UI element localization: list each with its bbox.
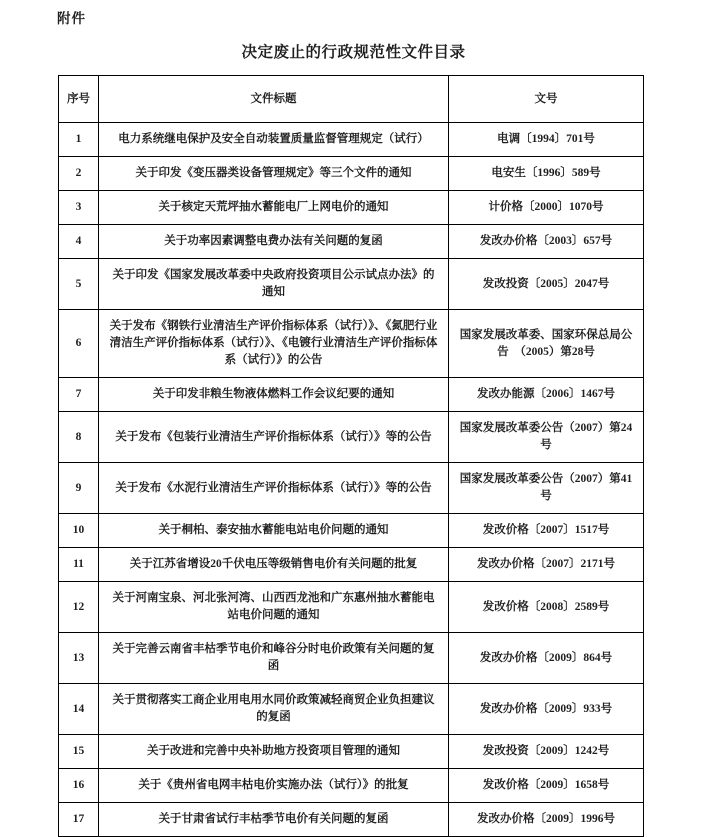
column-header-document-number: 文号 — [449, 76, 644, 123]
row-serial-number: 8 — [59, 412, 99, 463]
table-row — [59, 310, 644, 378]
table-row — [59, 735, 644, 769]
row-document-number: 发改投资〔2005〕2047号 — [449, 259, 644, 310]
row-document-title: 关于贯彻落实工商企业用电用水同价政策减轻商贸企业负担建议的复函 — [99, 684, 449, 735]
row-document-title: 关于发布《水泥行业清洁生产评价指标体系（试行）》等的公告 — [99, 463, 449, 514]
row-document-number: 国家发展改革委、国家环保总局公告 （2005）第28号 — [449, 310, 644, 378]
table-row — [59, 803, 644, 837]
row-document-title: 关于发布《钢铁行业清洁生产评价指标体系（试行）》、《氮肥行业清洁生产评价指标体系（试行）》、《电镀行业清洁生产评价指标体系（试行）》的公告 — [99, 310, 449, 378]
row-serial-number: 4 — [59, 225, 99, 259]
row-document-title: 关于桐柏、泰安抽水蓄能电站电价问题的通知 — [99, 514, 449, 548]
table-row — [59, 548, 644, 582]
row-document-title: 关于印发《国家发展改革委中央政府投资项目公示试点办法》的通知 — [99, 259, 449, 310]
table-row — [59, 463, 644, 514]
row-document-title: 关于《贵州省电网丰枯电价实施办法（试行）》的批复 — [99, 769, 449, 803]
row-document-number: 发改办价格〔2003〕657号 — [449, 225, 644, 259]
row-serial-number: 17 — [59, 803, 99, 837]
row-document-title: 关于完善云南省丰枯季节电价和峰谷分时电价政策有关问题的复函 — [99, 633, 449, 684]
table-row — [59, 684, 644, 735]
row-serial-number: 13 — [59, 633, 99, 684]
row-document-number: 发改价格〔2007〕1517号 — [449, 514, 644, 548]
row-document-number: 发改办价格〔2009〕1996号 — [449, 803, 644, 837]
row-document-title: 关于印发非粮生物液体燃料工作会议纪要的通知 — [99, 378, 449, 412]
row-document-title: 关于印发《变压器类设备管理规定》等三个文件的通知 — [99, 157, 449, 191]
row-document-title: 电力系统继电保护及安全自动装置质量监督管理规定（试行） — [99, 123, 449, 157]
table-row — [59, 514, 644, 548]
table-row — [59, 123, 644, 157]
row-serial-number: 7 — [59, 378, 99, 412]
row-serial-number: 11 — [59, 548, 99, 582]
row-serial-number: 16 — [59, 769, 99, 803]
row-document-number: 发改办价格〔2009〕864号 — [449, 633, 644, 684]
row-document-number: 电调〔1994〕701号 — [449, 123, 644, 157]
page-title: 决定废止的行政规范性文件目录 — [241, 44, 466, 61]
table-row — [59, 191, 644, 225]
row-serial-number: 6 — [59, 310, 99, 378]
row-serial-number: 15 — [59, 735, 99, 769]
table-header-row — [59, 76, 644, 123]
row-serial-number: 12 — [59, 582, 99, 633]
row-document-number: 计价格〔2000〕1070号 — [449, 191, 644, 225]
column-header-serial-number: 序号 — [59, 76, 99, 123]
table-row — [59, 769, 644, 803]
table-row — [59, 633, 644, 684]
row-serial-number: 5 — [59, 259, 99, 310]
table-row — [59, 378, 644, 412]
row-document-title: 关于改进和完善中央补助地方投资项目管理的通知 — [99, 735, 449, 769]
row-document-title: 关于核定天荒坪抽水蓄能电厂上网电价的通知 — [99, 191, 449, 225]
row-serial-number: 10 — [59, 514, 99, 548]
row-document-title: 关于河南宝泉、河北张河湾、山西西龙池和广东惠州抽水蓄能电站电价问题的通知 — [99, 582, 449, 633]
abolished-documents-table — [58, 75, 644, 837]
row-document-number: 发改办能源〔2006〕1467号 — [449, 378, 644, 412]
row-document-title: 关于发布《包装行业清洁生产评价指标体系（试行）》等的公告 — [99, 412, 449, 463]
table-row — [59, 225, 644, 259]
row-serial-number: 3 — [59, 191, 99, 225]
attachment-label: 附件 — [57, 11, 86, 26]
column-header-document-title: 文件标题 — [99, 76, 449, 123]
row-document-number: 发改价格〔2009〕1658号 — [449, 769, 644, 803]
row-document-number: 电安生〔1996〕589号 — [449, 157, 644, 191]
table-body — [59, 123, 644, 837]
row-serial-number: 1 — [59, 123, 99, 157]
table-row — [59, 412, 644, 463]
row-serial-number: 9 — [59, 463, 99, 514]
table-row — [59, 259, 644, 310]
row-document-number: 国家发展改革委公告（2007）第41号 — [449, 463, 644, 514]
table-row — [59, 157, 644, 191]
row-serial-number: 14 — [59, 684, 99, 735]
row-document-number: 发改办价格〔2009〕933号 — [449, 684, 644, 735]
row-document-number: 发改价格〔2008〕2589号 — [449, 582, 644, 633]
row-document-title: 关于江苏省增设20千伏电压等级销售电价有关问题的批复 — [99, 548, 449, 582]
row-document-number: 发改投资〔2009〕1242号 — [449, 735, 644, 769]
row-document-title: 关于功率因素调整电费办法有关问题的复函 — [99, 225, 449, 259]
table-row — [59, 582, 644, 633]
row-document-number: 发改办价格〔2007〕2171号 — [449, 548, 644, 582]
row-document-number: 国家发展改革委公告（2007）第24号 — [449, 412, 644, 463]
row-serial-number: 2 — [59, 157, 99, 191]
row-document-title: 关于甘肃省试行丰枯季节电价有关问题的复函 — [99, 803, 449, 837]
